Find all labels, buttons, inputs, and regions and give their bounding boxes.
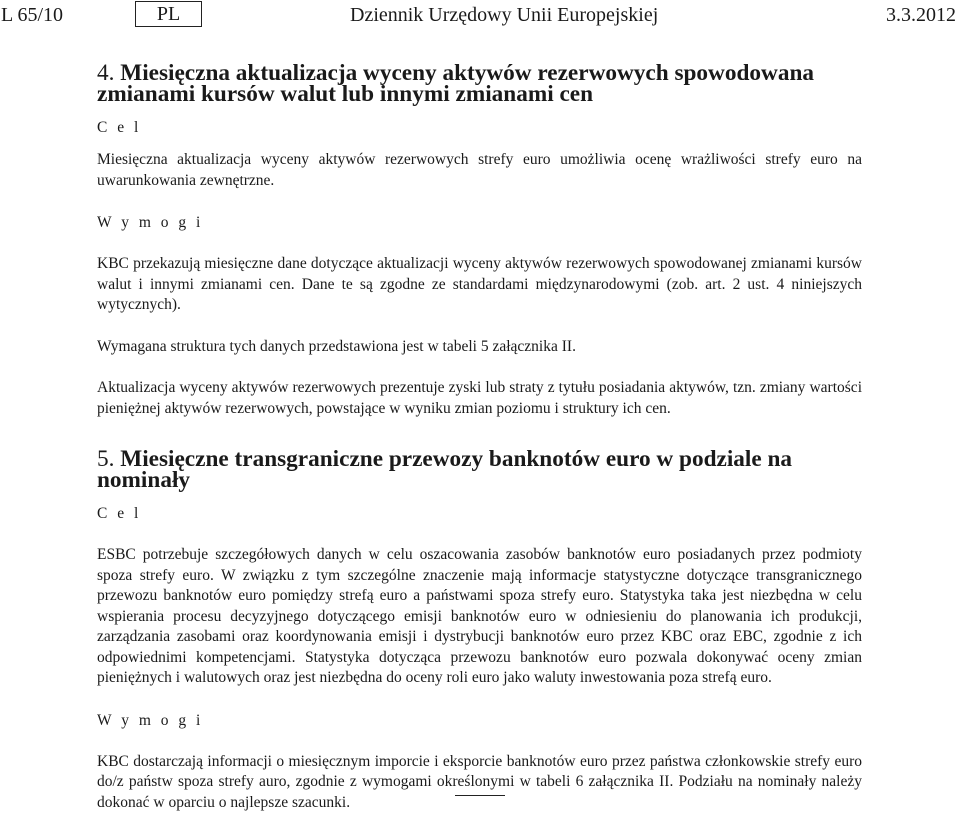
section-title: Miesięczna aktualizacja wyceny aktywów rezerwowych spowodowana zmianami kursów walut lub innymi zmianami cen: [97, 60, 814, 107]
purpose-text: Miesięczna aktualizacja wyceny aktywów rezerwowych strefy euro umożliwia ocenę wrażliwości strefy euro na uwarunkowania zewnętrzne.: [97, 150, 862, 191]
requirements-label: W y m o g i: [97, 710, 862, 731]
section-4: [97, 63, 862, 419]
section-heading: [97, 63, 862, 105]
page-header: [0, 0, 960, 30]
section-number: 4.: [97, 60, 114, 86]
page-reference: L 65/10: [1, 0, 63, 30]
requirements-paragraph: Wymagana struktura tych danych przedstawiona jest w tabeli 5 załącznika II.: [97, 337, 862, 358]
requirements-paragraph: KBC przekazują miesięczne dane dotyczące aktualizacji wyceny aktywów rezerwowych spowodowanej zmianami kursów walut i innymi zmianami cen. Dane te są zgodne ze standardami międzynarodowymi (zob. art. 2 ust. 4 niniejszych wytycznych).: [97, 254, 862, 316]
requirements-label: W y m o g i: [97, 212, 862, 233]
section-title: Miesięczne transgraniczne przewozy banknotów euro w podziale na nominały: [97, 446, 792, 493]
journal-title: Dziennik Urzędowy Unii Europejskiej: [350, 0, 658, 30]
requirements-paragraph: KBC dostarczają informacji o miesięcznym imporcie i eksporcie banknotów euro przez państwa członkowskie strefy euro do/z państw spoza strefy auro, zgodnie z wymogami określonymi w tabeli 6 załącznika II. Podziału na nominały należy dokonać w oparciu o najlepsze szacunki.: [97, 752, 862, 813]
language-badge: PL: [135, 1, 202, 27]
section-number: 5.: [97, 446, 114, 472]
requirements-paragraph: Aktualizacja wyceny aktywów rezerwowych prezentuje zyski lub straty z tytułu posiadania aktywów, tzn. zmiany wartości pieniężnej aktywów rezerwowych, powstające w wyniku zmian poziomu i struktury ich cen.: [97, 378, 862, 419]
footer-rule: [455, 795, 505, 796]
publication-date: 3.3.2012: [886, 0, 956, 30]
section-5: [97, 449, 862, 813]
purpose-text: ESBC potrzebuje szczegółowych danych w celu oszacowania zasobów banknotów euro posiadanych przez podmioty spoza strefy euro. W związku z tym szczególne znaczenie mają informacje statystyczne dotyczące transgranicznego przewozu banknotów euro pomiędzy strefą euro a państwami spoza strefy euro. Statystyka taka jest niezbędna w celu wspierania procesu decyzyjnego dotyczącego emisji banknotów euro w odniesieniu do planowania ich produkcji, zarządzania zasobami oraz koordynowania emisji i dystrybucji banknotów euro przez KBC oraz EBC, zgodnie z ich odpowiednimi kompetencjami. Statystyka dotycząca przewozu banknotów euro pozwala dokonywać oceny zmian pieniężnych i walutowych oraz jest niezbędna do oceny roli euro jako waluty inwestowania poza strefą euro.: [97, 545, 862, 689]
section-heading: [97, 449, 862, 491]
purpose-label: C e l: [97, 503, 862, 524]
purpose-label: C e l: [97, 117, 862, 138]
document-body: [97, 63, 862, 813]
